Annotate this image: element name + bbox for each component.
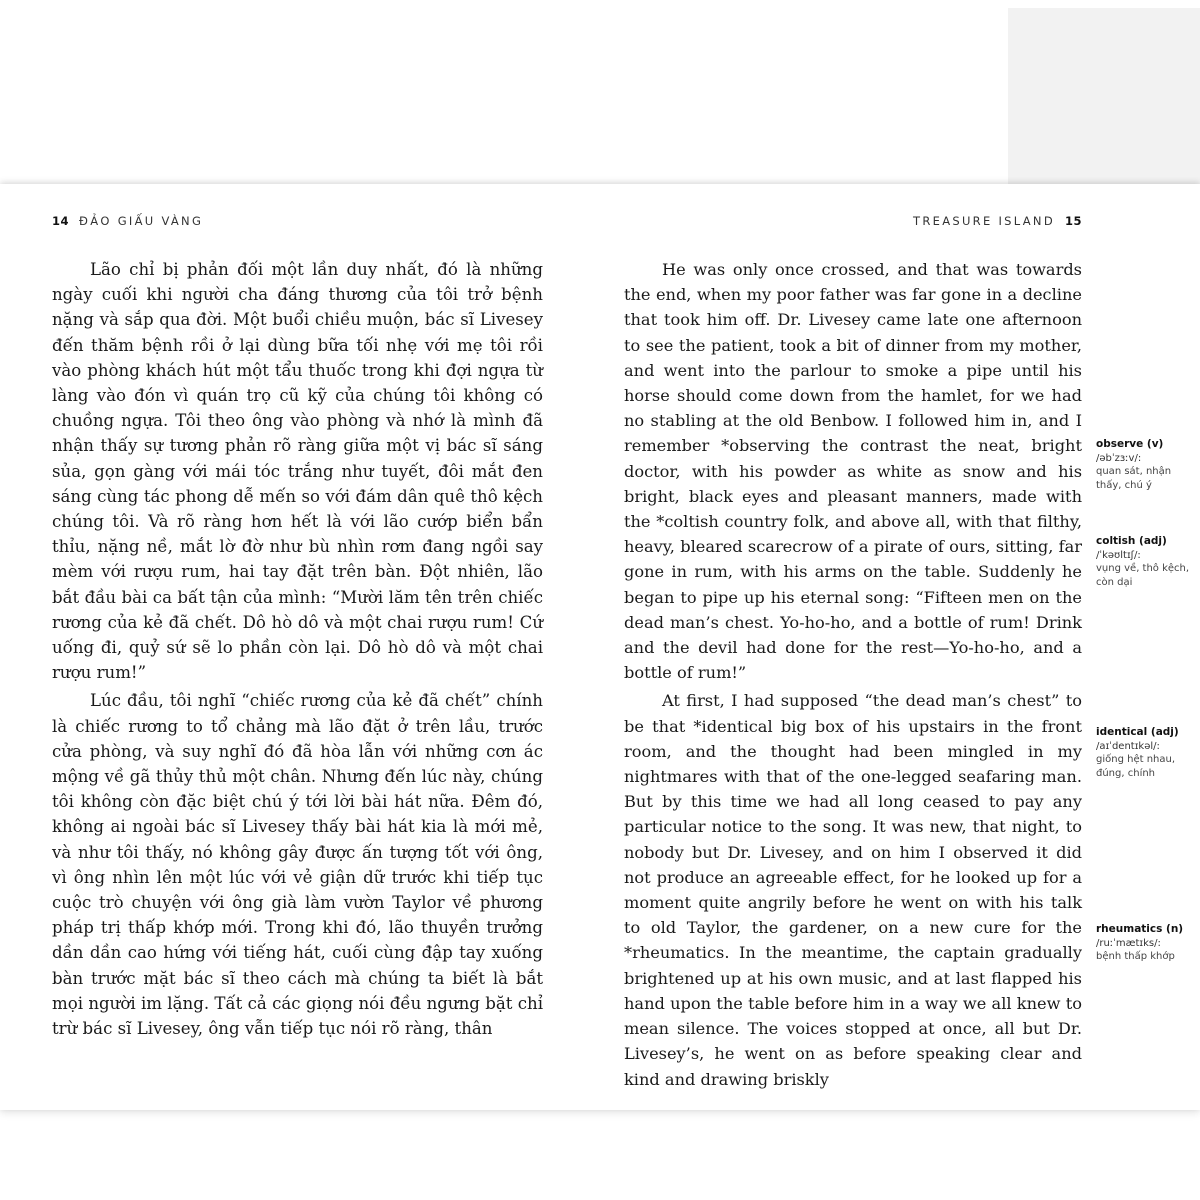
gloss-meaning: quan sát, nhận thấy, chú ý bbox=[1096, 466, 1172, 491]
gloss-meaning: vụng về, thô kệch, còn dại bbox=[1096, 563, 1190, 588]
vn-paragraph-1: Lão chỉ bị phản đối một lần duy nhất, đó là những ngày cuối khi người cha đáng thương của tôi trở bệnh nặng và sắp qua đời. Một buổi chiều muộn, bác sĩ Livesey đến thăm bệnh rồi ở lại dùng bữa tối nhẹ với mẹ tôi rồi vào phòng khách hút một tẩu thuốc trong khi đợi ngựa từ làng vào đón vì quán trọ cũ kỹ của chúng tôi không có chuồng ngựa. Tôi theo ông vào phòng và nhớ là mình đã nhận thấy sự tương phản rõ ràng giữa một vị bác sĩ sáng sủa, gọn gàng với mái tóc trắng như tuyết, đôi mắt đen sáng cùng tác phong dễ mến so với đám dân quê thô kệch chúng tôi. Và rõ ràng hơn hết là với lão cướp biển bẩn thỉu, nặng nề, mắt lờ đờ như bù nhìn rơm đang ngồi say mèm với rượu rum, hai tay đặt trên bàn. Đột nhiên, lão bắt đầu bài ca bất tận của mình: “Mười lăm tên trên chiếc rương của kẻ đã chết. Dô hò dô và một chai rượu rum! Cứ uống đi, quỷ sứ sẽ lo phần còn lại. Dô hò dô và một chai rượu rum!” bbox=[52, 260, 543, 683]
left-page-body bbox=[52, 257, 543, 1041]
right-page-body bbox=[624, 257, 1082, 1092]
gloss-word: identical (adj) bbox=[1096, 726, 1179, 738]
gloss-ipa: /aɪˈdentɪkəl/: bbox=[1096, 740, 1160, 752]
gloss-rheumatics bbox=[1096, 923, 1192, 964]
gloss-word: observe (v) bbox=[1096, 438, 1164, 450]
background-panel bbox=[1008, 8, 1200, 184]
gloss-meaning: bệnh thấp khớp bbox=[1096, 951, 1175, 962]
gloss-ipa: /ˈkəʊltɪʃ/: bbox=[1096, 549, 1141, 561]
gloss-word: coltish (adj) bbox=[1096, 535, 1167, 547]
gloss-ipa: /ruːˈmætɪks/: bbox=[1096, 937, 1161, 949]
gloss-observe bbox=[1096, 438, 1192, 492]
gloss-coltish bbox=[1096, 535, 1192, 589]
gloss-word: rheumatics (n) bbox=[1096, 923, 1184, 935]
left-running-head bbox=[52, 214, 203, 228]
en-paragraph-1: He was only once crossed, and that was towards the end, when my poor father was far gone in a decline that took him off. Dr. Livesey came late one afternoon to see the patient, took a bit of dinner from my mother, and went into the parlour to smoke a pipe until his horse should come down from the hamlet, for we had no stabling at the old Benbow. I followed him in, and I remember *observing the contrast the neat, bright doctor, with his powder as white as snow and his bright, black eyes and pleasant manners, made with the *coltish country folk, and above all, with that filthy, heavy, bleared scarecrow of a pirate of ours, sitting, far gone in rum, with his arms on the table. Suddenly he began to pipe up his eternal song: “Fifteen men on the dead man’s chest. Yo-ho-ho, and a bottle of rum! Drink and the devil had done for the rest—Yo-ho-ho, and a bottle of rum!” bbox=[624, 260, 1082, 683]
book-spread bbox=[0, 184, 1200, 1110]
en-paragraph-2: At first, I had supposed “the dead man’s chest” to be that *identical big box of his upstairs in the front room, and the thought had been mingled in my nightmares with that of the one-legged seafaring man. But by this time we had all long ceased to pay any particular notice to the song. It was new, that night, to nobody but Dr. Livesey, and on him I observed it did not produce an agreeable effect, for he looked up for a moment quite angrily before he went on with his talk to old Taylor, the gardener, on a new cure for the *rheumatics. In the meantime, the captain gradually brightened up at his own music, and at last flapped his hand upon the table before him in a way we all knew to mean silence. The voices stopped at once, all but Dr. Livesey’s, he went on as before speaking clear and kind and drawing briskly bbox=[624, 691, 1082, 1089]
vn-paragraph-2: Lúc đầu, tôi nghĩ “chiếc rương của kẻ đã chết” chính là chiếc rương to tổ chảng mà lão đặt ở trên lầu, trước cửa phòng, và suy nghĩ đó đã hòa lẫn với những cơn ác mộng về gã thủy thủ một chân. Nhưng đến lúc này, chúng tôi không còn đặc biệt chú ý tới lời bài hát nữa. Đêm đó, không ai ngoài bác sĩ Livesey thấy bài hát kia là mới mẻ, và như tôi thấy, nó không gây được ấn tượng tốt với ông, vì ông nhìn lên một lúc với vẻ giận dữ trước khi tiếp tục cuộc trò chuyện với ông già làm vườn Taylor về phương pháp trị thấp khớp mới. Trong khi đó, lão thuyền trưởng dần dần cao hứng với tiếng hát, cuối cùng đập tay xuống bàn trước mặt bác sĩ theo cách mà chúng ta biết là bắt mọi người im lặng. Tất cả các giọng nói đều ngưng bặt chỉ trừ bác sĩ Livesey, ông vẫn tiếp tục nói rõ ràng, thân bbox=[52, 691, 543, 1039]
gloss-identical bbox=[1096, 726, 1192, 780]
right-running-head bbox=[913, 214, 1082, 228]
left-page-number: 14 bbox=[52, 214, 70, 228]
right-running-title: TREASURE ISLAND bbox=[913, 214, 1055, 228]
left-running-title: ĐẢO GIẤU VÀNG bbox=[79, 214, 204, 228]
gloss-ipa: /əbˈzɜːv/: bbox=[1096, 452, 1142, 464]
right-page-number: 15 bbox=[1064, 214, 1082, 228]
gloss-meaning: giống hệt nhau, đúng, chính bbox=[1096, 754, 1176, 779]
